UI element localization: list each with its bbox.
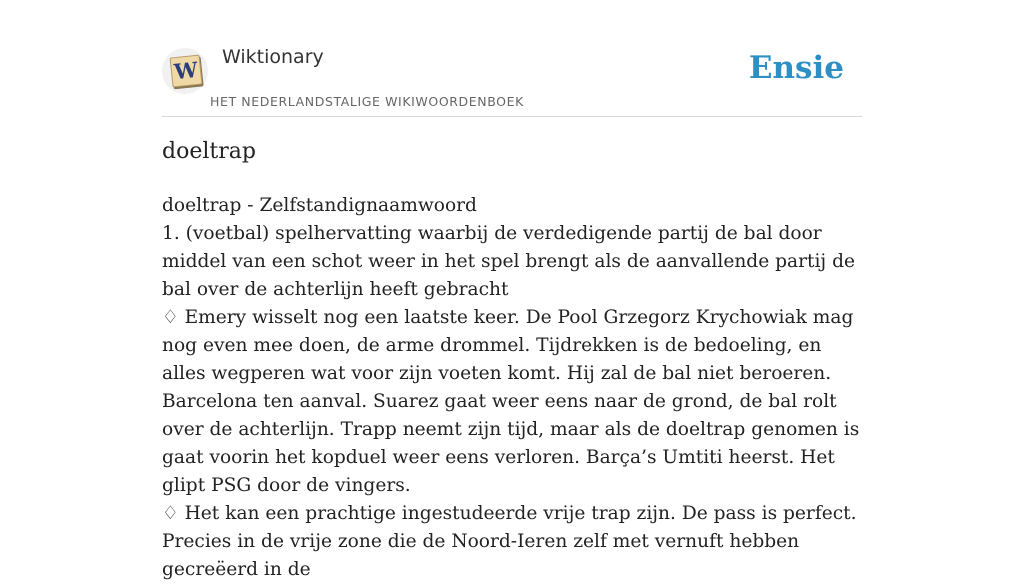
headword-line: doeltrap - Zelfstandignaamwoord	[162, 195, 477, 216]
letter-tile-icon	[170, 55, 203, 88]
logo-letter: W	[172, 56, 199, 85]
example-sentence: ♢ Het kan een prachtige ingestudeerde vrije trap zijn. De pass is perfect. Precies in de vrije zone die de Noord-Ieren zelf met vernuft hebben gecreëerd in de	[162, 503, 857, 580]
wiktionary-logo[interactable]	[162, 48, 208, 94]
site-tagline: HET NEDERLANDSTALIGE WIKIWOORDENBOEK	[210, 94, 524, 109]
definition: 1. (voetbal) spelhervatting waarbij de verdedigende partij de bal door middel van een schot weer in het spel brengt als de aanvallende partij de bal over de achterlijn heeft gebracht	[162, 223, 855, 300]
entry-content	[162, 192, 862, 584]
site-header	[162, 40, 862, 117]
example-sentence: ♢ Emery wisselt nog een laatste keer. De Pool Grzegorz Krychowiak mag nog even mee doen, de arme drommel. Tijdrekken is de bedoeling, en alles wegperen wat voor zijn voeten komt. Hij zal de bal niet beroeren. Barcelona ten aanval. Suarez gaat weer eens naar de grond, de bal rolt over de achterlijn. Trapp neemt zijn tijd, maar als de doeltrap genomen is gaat voorin het kopduel weer eens verloren. Barça’s Umtiti heerst. Het glipt PSG door de vingers.	[162, 307, 860, 496]
site-name[interactable]: Wiktionary	[222, 46, 324, 68]
ensie-brand-logo[interactable]: Ensie	[748, 50, 844, 86]
page-title: doeltrap	[162, 139, 256, 164]
